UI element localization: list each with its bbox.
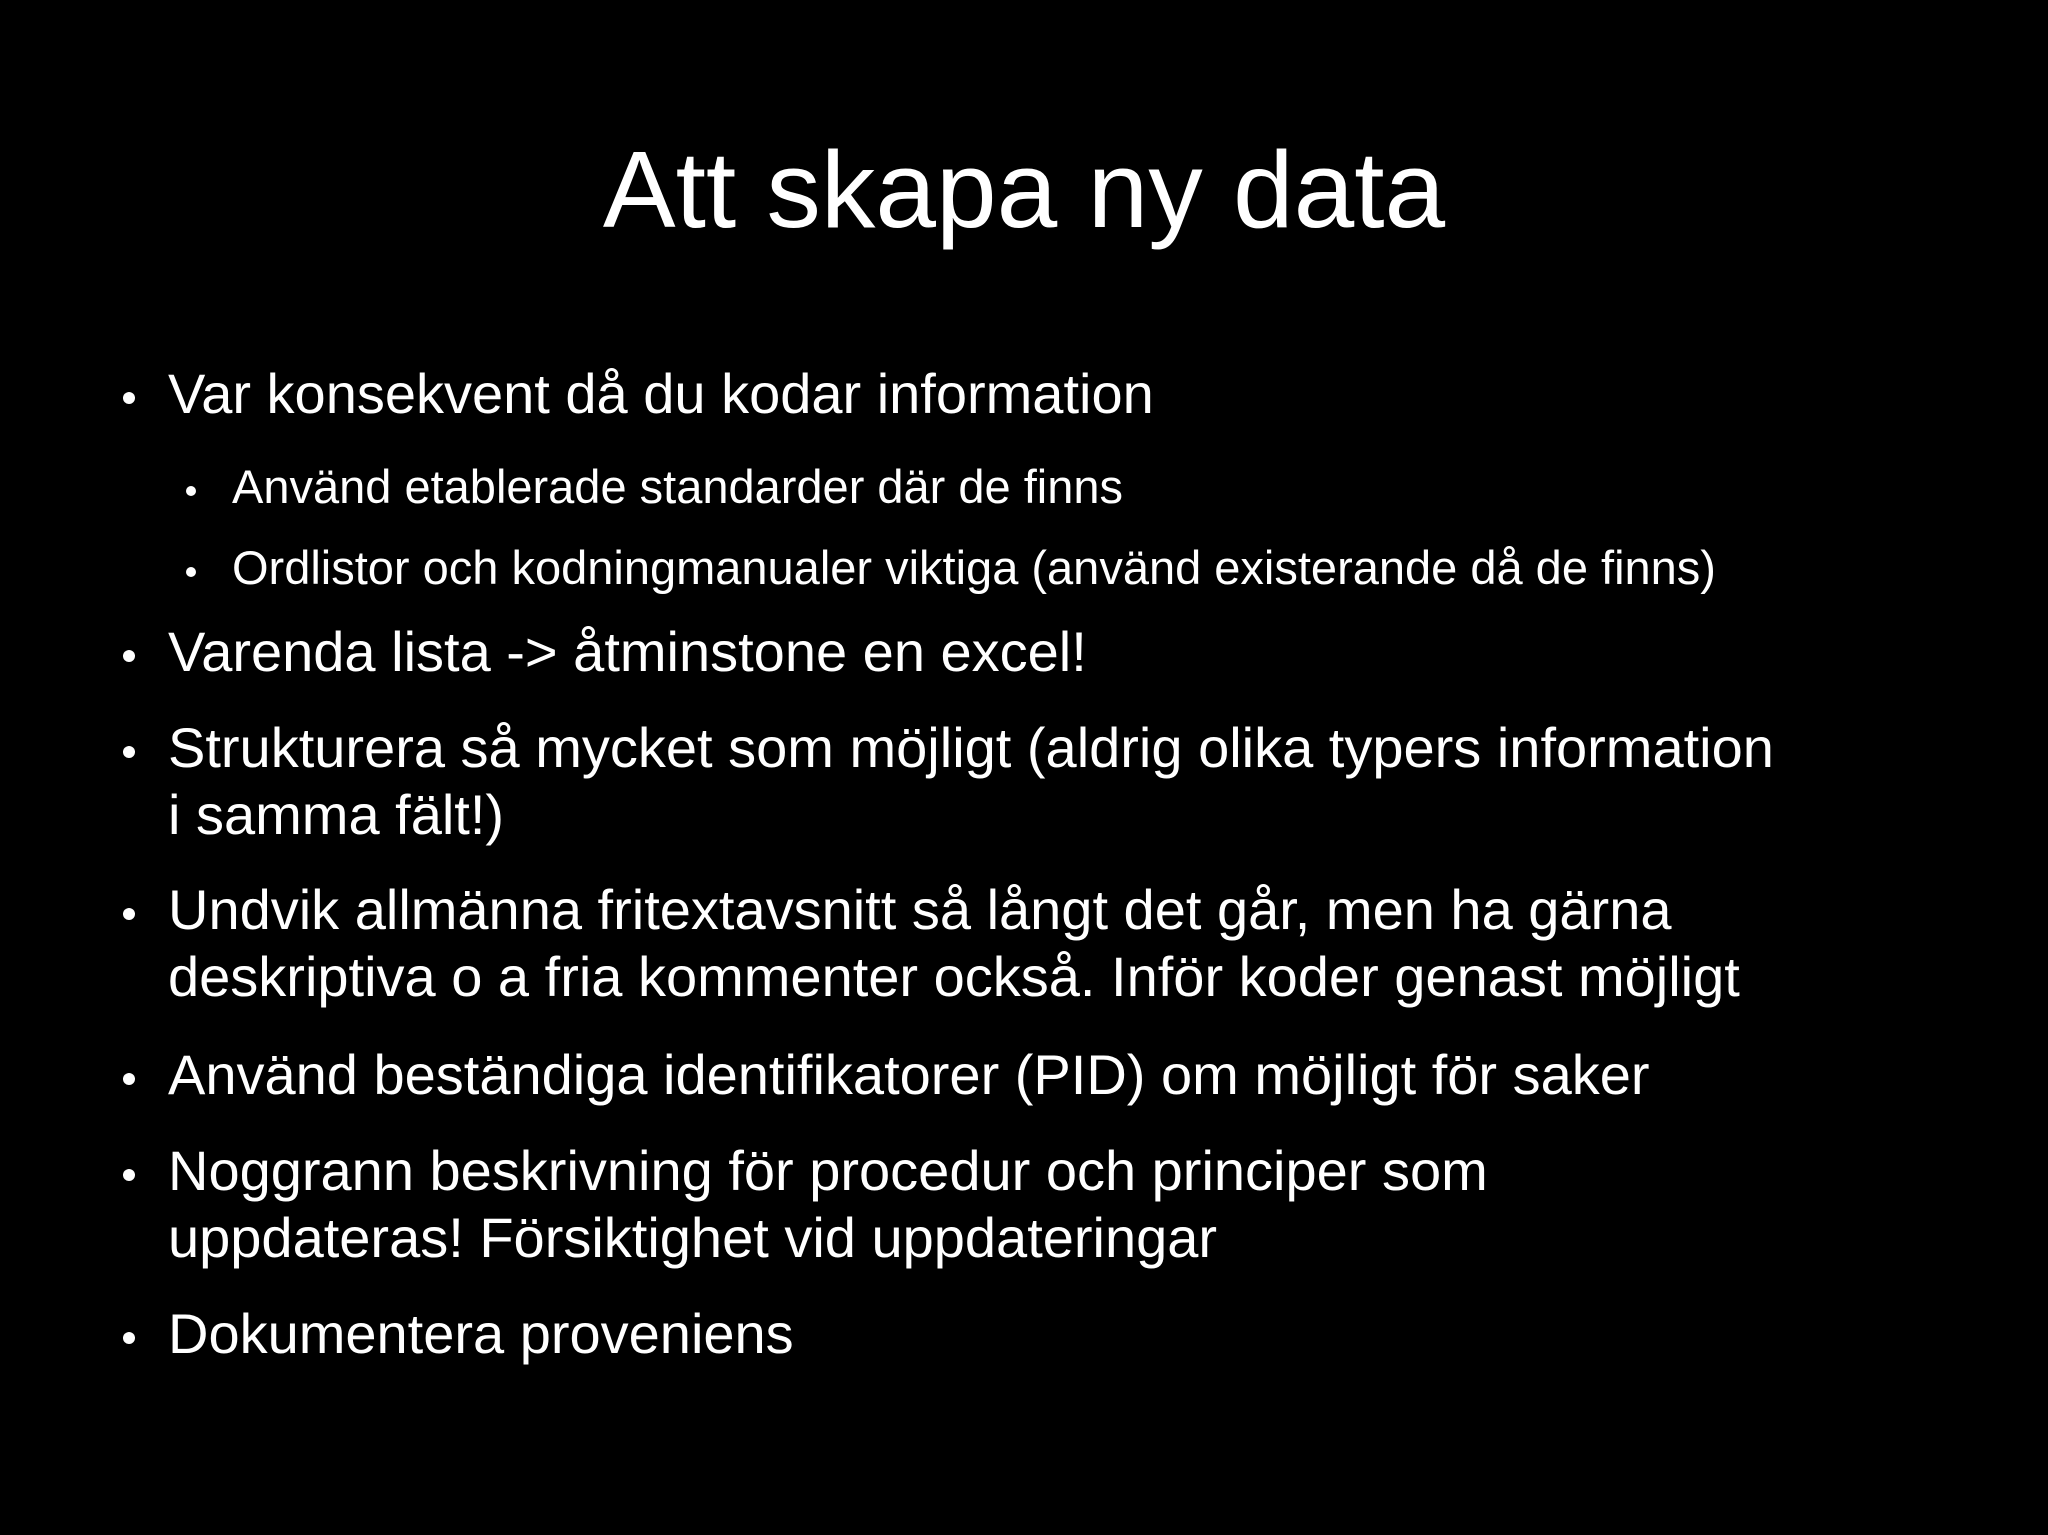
bullet-icon bbox=[186, 567, 196, 577]
bullet-text: Noggrann beskrivning för procedur och principer som uppdateras! Försiktighet vid uppdateringar bbox=[168, 1139, 1488, 1269]
bullet-text: Undvik allmänna fritextavsnitt så långt det går, men ha gärna deskriptiva o a fria kommenter också. Inför koder genast möjligt bbox=[168, 878, 1740, 1008]
sub-bullet-text: Använd etablerade standarder där de finns bbox=[232, 460, 1124, 513]
bullet-icon bbox=[123, 650, 135, 662]
bullet-icon bbox=[186, 486, 196, 496]
bullet-icon bbox=[123, 908, 135, 920]
bullet-icon bbox=[123, 1332, 135, 1344]
bullet-text: Var konsekvent då du kodar information bbox=[168, 362, 1154, 425]
bullet-text: Strukturera så mycket som möjligt (aldrig olika typers information i samma fält!) bbox=[168, 716, 1774, 846]
bullet-text: Använd beständiga identifikatorer (PID) om möjligt för saker bbox=[168, 1043, 1650, 1106]
bullet-text: Dokumentera proveniens bbox=[168, 1302, 794, 1365]
bullet-text: Varenda lista -> åtminstone en excel! bbox=[168, 620, 1087, 683]
bullet-icon bbox=[123, 1169, 135, 1181]
bullet-icon bbox=[123, 1073, 135, 1085]
slide-title: Att skapa ny data bbox=[602, 129, 1446, 251]
sub-bullet-text: Ordlistor och kodningmanualer viktiga (använd existerande då de finns) bbox=[232, 541, 1716, 594]
bullet-icon bbox=[123, 746, 135, 758]
bullet-icon bbox=[123, 392, 135, 404]
